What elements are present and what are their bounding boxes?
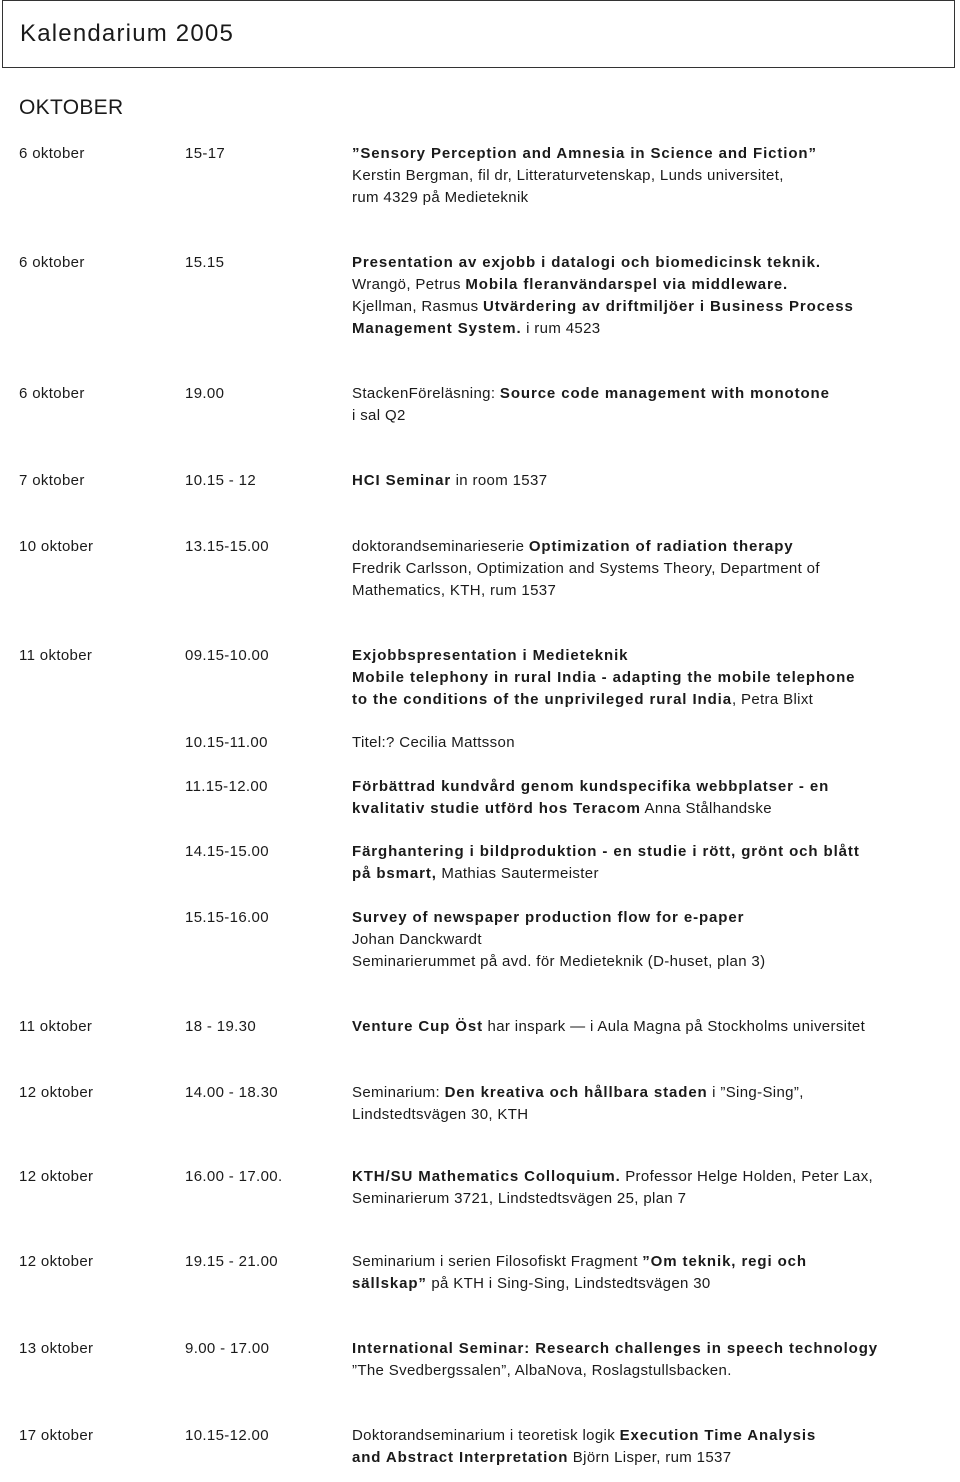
event-time: 09.15-10.00: [185, 647, 269, 664]
event-text: Titel:? Cecilia Mattsson: [352, 734, 515, 751]
event-text: Seminarium i serien Filosofiskt Fragment: [352, 1253, 643, 1270]
event-description-line: [352, 951, 765, 973]
event-description-line: [352, 580, 556, 602]
event-description-line: [352, 907, 744, 929]
event-text: Fredrik Carlsson, Optimization and Systems Theory, Department of: [352, 560, 820, 577]
event-highlight-text: Optimization of radiation therapy: [528, 538, 794, 555]
event-text: in room 1537: [451, 472, 548, 489]
event-highlight-text: Mobila fleranvändarspel via middleware.: [465, 276, 789, 293]
event-date: 12 oktober: [19, 1253, 94, 1270]
event-highlight-text: Mobile telephony in rural India - adapting the mobile telephone: [352, 669, 856, 686]
event-highlight-text: to the conditions of the unprivileged rural India: [352, 691, 732, 708]
event-text: har inspark — i Aula Magna på Stockholms universitet: [483, 1018, 866, 1035]
month-heading: OKTOBER: [19, 96, 124, 119]
event-description-line: [352, 1188, 686, 1210]
event-description-line: [352, 470, 547, 492]
event-date: 6 oktober: [19, 385, 85, 402]
event-description-line: [352, 536, 794, 558]
event-description-line: [352, 1082, 804, 1104]
event-description-line: [352, 1104, 529, 1126]
event-highlight-text: Förbättrad kundvård genom kundspecifika webbplatser - en: [352, 778, 830, 795]
event-time: 10.15-11.00: [185, 734, 268, 751]
event-time: 9.00 - 17.00: [185, 1340, 270, 1357]
event-text: Seminarierum 3721, Lindstedtsvägen 25, plan 7: [352, 1190, 687, 1207]
event-highlight-text: KTH/SU Mathematics Colloquium.: [352, 1168, 621, 1185]
event-text: Björn Lisper, rum 1537: [568, 1449, 732, 1466]
event-highlight-text: sällskap”: [352, 1275, 427, 1292]
event-date: 11 oktober: [19, 647, 93, 664]
event-highlight-text: Source code management with monotone: [499, 385, 830, 402]
event-text: , Petra Blixt: [731, 691, 814, 708]
event-time: 15-17: [185, 145, 226, 162]
event-time: 18 - 19.30: [185, 1018, 257, 1035]
event-text: Seminarium:: [352, 1084, 445, 1101]
event-text: Mathias Sautermeister: [436, 865, 599, 882]
event-text: Lindstedtsvägen 30, KTH: [352, 1106, 529, 1123]
event-description-line: [352, 929, 482, 951]
event-highlight-text: Färghantering i bildproduktion - en studie i rött, grönt och blått: [352, 843, 860, 860]
event-description-line: [352, 1425, 816, 1447]
event-date: 12 oktober: [19, 1084, 94, 1101]
event-description-line: [352, 732, 515, 754]
event-date: 6 oktober: [19, 145, 85, 162]
event-time: 10.15-12.00: [185, 1427, 269, 1444]
event-date: 17 oktober: [19, 1427, 94, 1444]
event-time: 15.15-16.00: [185, 909, 269, 926]
event-description-line: [352, 667, 855, 689]
event-time: 13.15-15.00: [185, 538, 269, 555]
event-description-line: [352, 1360, 732, 1382]
event-description-line: [352, 165, 784, 187]
event-time: 16.00 - 17.00.: [185, 1168, 283, 1185]
event-highlight-text: Exjobbspresentation i Medieteknik: [352, 647, 629, 664]
event-highlight-text: ”Om teknik, regi och: [642, 1253, 807, 1270]
event-description-line: [352, 274, 788, 296]
event-description-line: [352, 689, 813, 711]
event-date: 11 oktober: [19, 1018, 93, 1035]
event-description-line: [352, 776, 829, 798]
event-text: Mathematics, KTH, rum 1537: [352, 582, 557, 599]
event-description-line: [352, 143, 817, 165]
event-text: Wrangö, Petrus: [352, 276, 466, 293]
event-description-line: [352, 863, 599, 885]
event-description-line: [352, 841, 860, 863]
event-description-line: [352, 187, 528, 209]
event-highlight-text: Utvärdering av driftmiljöer i Business Process: [483, 298, 854, 315]
event-time: 11.15-12.00: [185, 778, 268, 795]
event-highlight-text: HCI Seminar: [352, 472, 452, 489]
event-text: Kjellman, Rasmus: [352, 298, 483, 315]
page-title: Kalendarium 2005: [20, 20, 235, 47]
event-highlight-text: Management System.: [352, 320, 522, 337]
event-date: 10 oktober: [19, 538, 94, 555]
event-text: StackenFöreläsning:: [352, 385, 500, 402]
event-description-line: [352, 383, 830, 405]
event-description-line: [352, 252, 821, 274]
event-text: i sal Q2: [352, 407, 406, 424]
event-highlight-text: International Seminar: Research challenges in speech technology: [352, 1340, 879, 1357]
event-text: i ”Sing-Sing”,: [707, 1084, 804, 1101]
event-highlight-text: på bsmart,: [352, 865, 437, 882]
event-description-line: [352, 1273, 711, 1295]
event-highlight-text: Survey of newspaper production flow for e-paper: [352, 909, 745, 926]
event-text: Johan Danckwardt: [352, 931, 482, 948]
event-description-line: [352, 318, 600, 340]
event-date: 6 oktober: [19, 254, 85, 271]
event-description-line: [352, 296, 854, 318]
event-text: Doktorandseminarium i teoretisk logik: [352, 1427, 620, 1444]
event-highlight-text: ”Sensory Perception and Amnesia in Science and Fiction”: [352, 145, 817, 162]
event-text: ”The Svedbergssalen”, AlbaNova, Roslagstullsbacken.: [352, 1362, 732, 1379]
event-time: 15.15: [185, 254, 225, 271]
event-time: 19.00: [185, 385, 225, 402]
event-text: Professor Helge Holden, Peter Lax,: [620, 1168, 874, 1185]
event-text: doktorandseminarieserie: [352, 538, 529, 555]
event-date: 13 oktober: [19, 1340, 94, 1357]
event-highlight-text: Execution Time Analysis: [619, 1427, 817, 1444]
event-text: i rum 4523: [521, 320, 601, 337]
event-text: Anna Stålhandske: [640, 800, 772, 817]
event-description-line: [352, 405, 406, 427]
event-description-line: [352, 1338, 878, 1360]
event-date: 7 oktober: [19, 472, 85, 489]
event-text: Seminarierummet på avd. för Medieteknik (D-huset, plan 3): [352, 953, 766, 970]
event-date: 12 oktober: [19, 1168, 94, 1185]
event-highlight-text: Venture Cup Öst: [352, 1018, 484, 1035]
event-time: 10.15 - 12: [185, 472, 257, 489]
event-description-line: [352, 645, 628, 667]
event-highlight-text: and Abstract Interpretation: [352, 1449, 569, 1466]
event-description-line: [352, 1251, 807, 1273]
event-time: 19.15 - 21.00: [185, 1253, 278, 1270]
event-description-line: [352, 1016, 865, 1038]
event-text: rum 4329 på Medieteknik: [352, 189, 529, 206]
event-text: Kerstin Bergman, fil dr, Litteraturvetenskap, Lunds universitet,: [352, 167, 784, 184]
event-description-line: [352, 1447, 731, 1469]
event-highlight-text: Presentation av exjobb i datalogi och biomedicinsk teknik.: [352, 254, 821, 271]
event-text: på KTH i Sing-Sing, Lindstedtsvägen 30: [426, 1275, 711, 1292]
event-time: 14.00 - 18.30: [185, 1084, 278, 1101]
event-description-line: [352, 1166, 873, 1188]
event-description-line: [352, 798, 772, 820]
event-description-line: [352, 558, 820, 580]
event-time: 14.15-15.00: [185, 843, 269, 860]
event-highlight-text: kvalitativ studie utförd hos Teracom: [352, 800, 641, 817]
event-highlight-text: Den kreativa och hållbara staden: [444, 1084, 708, 1101]
